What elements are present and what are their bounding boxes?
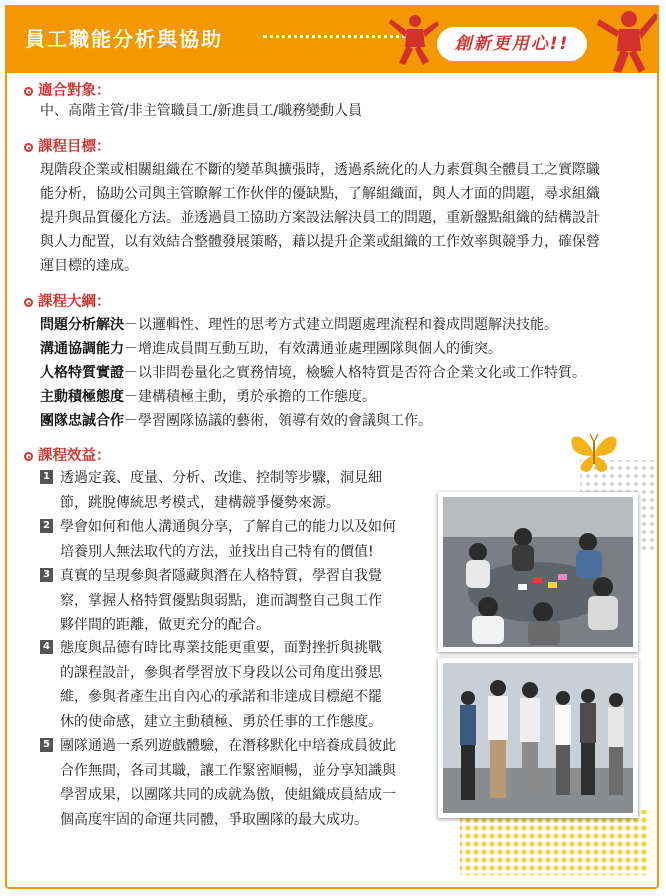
outline-item: 主動積極態度－建構積極主動，勇於承擔的工作態度。 [40, 389, 376, 405]
benefit-item: 5 團隊通過一系列遊戲體驗，在潛移默化中培養成員彼此 合作無間，各司其職，讓工作緊密順暢，並分享知識與 學習成果，以團隊共同的成就為傲，使組織成員結成一 個高度牢固的命運共同體，爭取團隊的最大成功。 [40, 734, 432, 832]
page-title: 員工職能分析與協助 [25, 27, 223, 51]
outline-item: 溝通協調能力－增進成員間互動互助，有效溝通並處理團隊與個人的衝突。 [40, 341, 502, 357]
number-badge: 4 [40, 640, 53, 654]
bullet-icon [24, 143, 33, 152]
number-badge: 1 [40, 470, 53, 484]
benefit-item: 2 學會如何和他人溝通與分享，了解自己的能力以及如何 培養別人無法取代的方法，並找出自己特有的價值! [40, 515, 432, 564]
benefit-item: 4 態度與品德有時比專業技能更重要，面對挫折與挑戰 的課程設計，參與者學習放下身段以公司角度出發思 維，參與者產生出自內心的承諾和非達成目標絕不罷 休的使命感，建立主動積極、勇於任事的工作態度。 [40, 636, 432, 734]
number-badge: 2 [40, 519, 53, 533]
outline-item: 問題分析解決－以邏輯性、理性的思考方式建立問題處理流程和養成問題解決技能。 [40, 317, 558, 333]
workshop-photo-standing [438, 658, 638, 818]
outline-item: 團隊忠誠合作－學習團隊協議的藝術，領導有效的會議與工作。 [40, 413, 432, 429]
outline-list [40, 313, 586, 433]
bullet-icon [24, 452, 33, 461]
number-badge: 3 [40, 568, 53, 582]
workshop-photo-group [438, 492, 638, 652]
section-heading-audience: 適合對象： [24, 79, 111, 100]
benefit-item: 3 真實的呈現參與者隱藏與潛在人格特質，學習自我覺 察，掌握人格特質優點與弱點，進而調整自己與工作 夥伴間的距離，做更充分的配合。 [40, 564, 432, 638]
section-heading-goal: 課程目標： [24, 135, 111, 156]
audience-text: 中、高階主管/非主管職員工/新進員工/職務變動人員 [40, 103, 363, 119]
bullet-icon [24, 298, 33, 307]
bullet-icon [24, 87, 33, 96]
outline-item: 人格特質實證－以非問卷量化之實務情境，檢驗人格特質是否符合企業文化或工作特質。 [40, 365, 586, 381]
section-heading-benefits: 課程效益： [24, 444, 111, 465]
benefit-item: 1 透過定義、度量、分析、改進、控制等步驟，洞見細 節，跳脫傳統思考模式，建構競爭優勢來源。 [40, 466, 432, 515]
number-badge: 5 [40, 738, 53, 752]
goal-paragraph: 現階段企業或相關組織在不斷的變革與擴張時，透過系統化的人力素質與全體員工之實際職 能分析，協助公司與主管瞭解工作伙伴的優缺點，了解組織面，與人才面的問題，尋求組織 提升與品質優化方法。並透過員工協助方案設法解決員工的問題，重新盤點組織的結構設計 與人力配置，以有效結合整體發展策略，藉以提升企業或組織的工作效率與競爭力，確保營 運目標的達成。 [40, 162, 600, 274]
butterfly-icon [566, 430, 622, 476]
slogan-badge: 創新更用心!! [437, 27, 587, 61]
section-heading-outline: 課程大綱： [24, 290, 111, 311]
